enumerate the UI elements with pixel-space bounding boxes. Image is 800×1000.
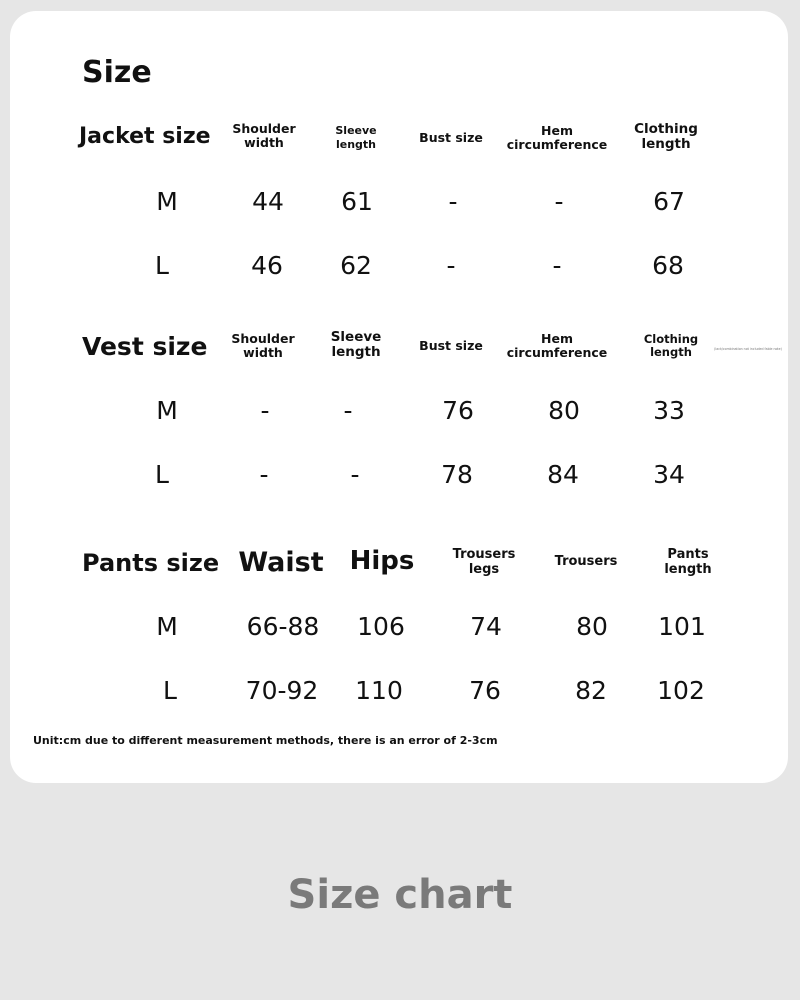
jacket-row-m-sleeve: 61 [341,187,373,216]
pants-header-waist: Waist [238,547,324,578]
vest-row-l-sleeve: - [350,460,360,489]
jacket-section-title: Jacket size [79,124,211,149]
pants-row-m-trousers-legs: 74 [470,612,502,641]
pants-section-title: Pants size [82,549,220,577]
pants-header-trousers-legs: Trousers legs [452,547,516,577]
pants-header-hips: Hips [349,546,415,576]
pants-row-l-trousers: 82 [575,676,607,705]
pants-header-pants-length: Pants length [664,547,712,577]
pants-header-trousers: Trousers [554,554,618,569]
jacket-row-l-bust: - [446,251,456,280]
pants-row-l-pants-length: 102 [657,676,705,705]
jacket-row-m-bust: - [448,187,458,216]
vest-row-l-clothing: 34 [653,460,685,489]
vest-row-m-size: M [156,396,178,425]
vest-row-l-hem: 84 [547,460,579,489]
jacket-row-l-shoulder: 46 [251,251,283,280]
vest-row-m-shoulder: - [260,396,270,425]
vest-row-l-bust: 78 [441,460,473,489]
vest-header-hem-circumference: Hem circumference [506,331,608,360]
jacket-row-m-hem: - [554,187,564,216]
pants-row-l-hips: 110 [355,676,403,705]
pants-row-l-size: L [163,676,177,705]
pants-row-m-trousers: 80 [576,612,608,641]
vest-row-m-sleeve: - [343,396,353,425]
vest-header-bust-size: Bust size [419,338,483,353]
vest-row-l-shoulder: - [259,460,269,489]
jacket-row-l-sleeve: 62 [340,251,372,280]
pants-row-m-hips: 106 [357,612,405,641]
jacket-header-clothing-length: Clothing length [634,121,698,152]
jacket-row-l-size: L [155,251,169,280]
vest-row-l-size: L [155,460,169,489]
vest-section-title: Vest size [82,332,208,361]
jacket-row-m-shoulder: 44 [252,187,284,216]
vest-header-sleeve-length: Sleeve length [330,329,382,360]
vest-header-shoulder-width: Shoulder width [231,331,295,360]
pants-row-m-size: M [156,612,178,641]
vest-row-m-clothing: 33 [653,396,685,425]
jacket-header-sleeve-length: Sleeve length [335,124,377,151]
jacket-row-l-clothing: 68 [652,251,684,280]
pants-row-l-trousers-legs: 76 [469,676,501,705]
pants-row-l-waist: 70-92 [245,676,319,705]
page-title: Size [82,55,152,90]
jacket-header-shoulder-width: Shoulder width [232,121,296,150]
vest-row-m-bust: 76 [442,396,474,425]
jacket-header-hem-circumference: Hem circumference [506,123,608,152]
pants-row-m-pants-length: 101 [658,612,706,641]
pants-row-m-waist: 66-88 [246,612,320,641]
vest-header-clothing-length: Clothing length [643,332,699,359]
size-chart-caption: Size chart [287,872,513,918]
jacket-row-l-hem: - [552,251,562,280]
jacket-row-m-size: M [156,187,178,216]
jacket-row-m-clothing: 67 [653,187,685,216]
vest-footnote-tiny: (lack/combination not included fable note) [714,347,782,351]
unit-footnote: Unit:cm due to different measurement methods, there is an error of 2-3cm [33,734,498,747]
jacket-header-bust-size: Bust size [419,130,483,145]
vest-row-m-hem: 80 [548,396,580,425]
